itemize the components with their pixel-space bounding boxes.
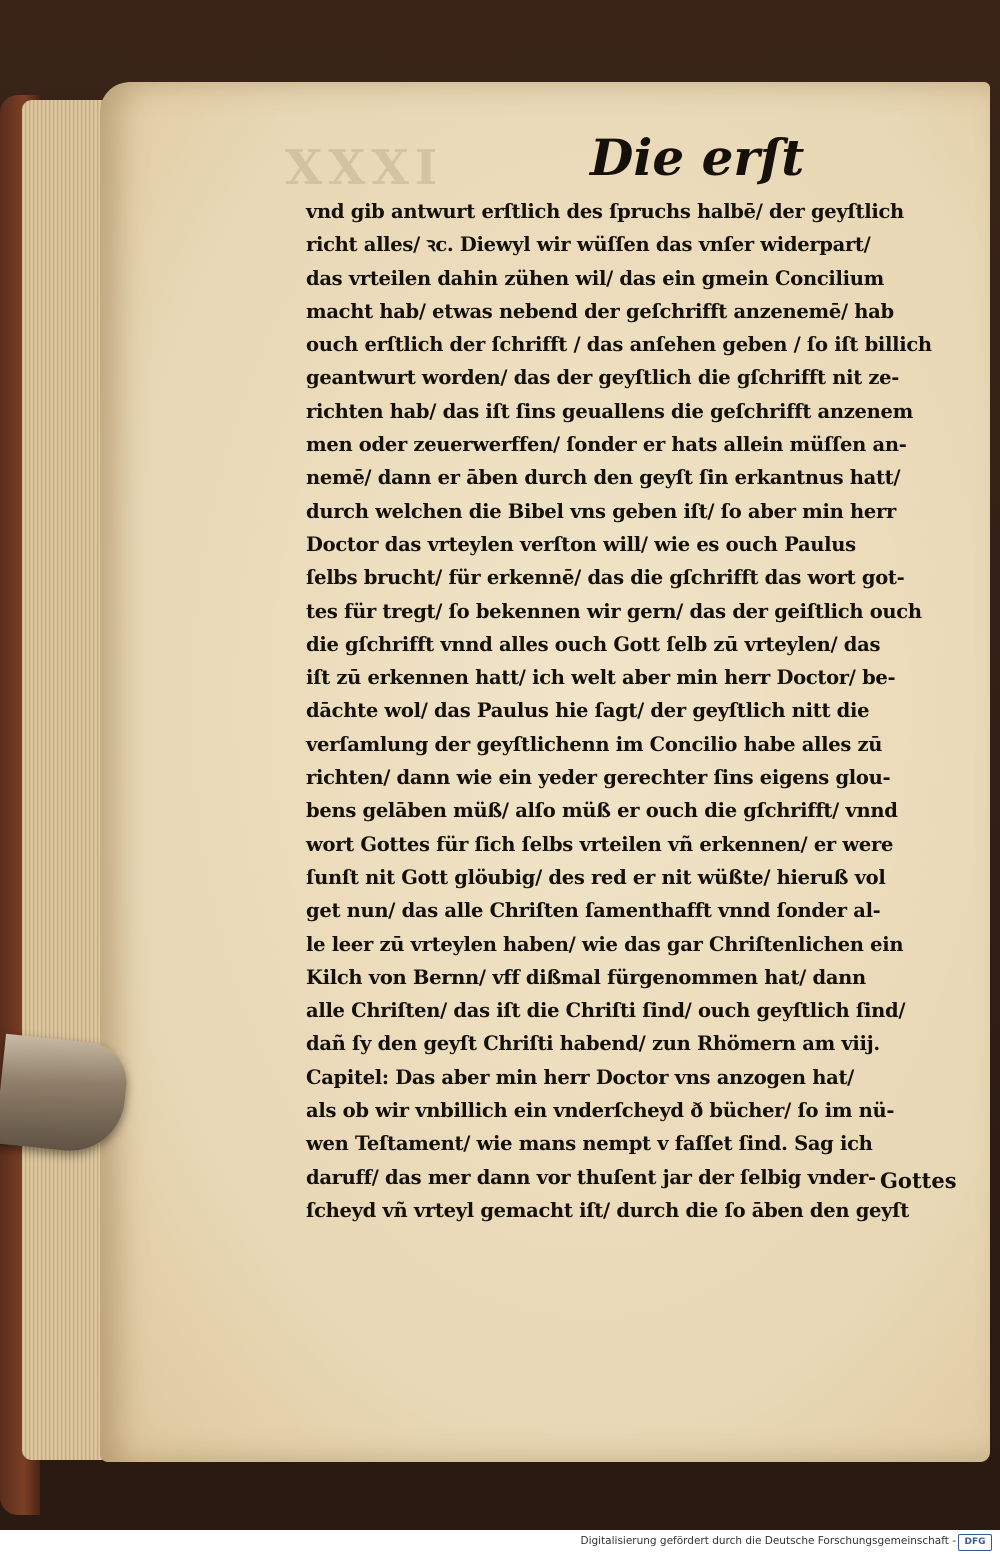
text-line: nemē/ dann er āben durch den geyſt ſin erkantnus hatt/ — [306, 466, 901, 490]
text-line: dāchte wol/ das Paulus hie ſagt/ der geyſtlich nitt die — [306, 699, 870, 723]
text-line: bens gelāben müß/ alſo müß er ouch die gſchrifft/ vnnd — [306, 799, 898, 823]
text-line: Doctor das vrteylen verſton will/ wie es ouch Paulus — [306, 532, 856, 556]
text-line: richt alles/ ꝛc. Diewyl wir wüſſen das vnſer widerpart/ — [306, 233, 871, 257]
text-line: verſamlung der geyſtlichenn im Concilio habe alles zū — [306, 732, 883, 756]
text-line: le leer zū vrteylen haben/ wie das gar Chriſtenlichen ein — [306, 932, 904, 956]
catchword: Gottes — [880, 1168, 957, 1193]
text-line: daruff/ das mer dann vor thuſent jar der ſelbig vnder- — [306, 1165, 876, 1189]
text-line: vnd gib antwurt erſtlich des ſpruchs halbē/ der geyſtlich — [306, 200, 904, 223]
text-line: ouch erſtlich der ſchrifft / das anſehen geben / ſo iſt billich — [306, 333, 932, 357]
text-line: alle Chriſten/ das iſt die Chriſti ſind/ ouch geyſtlich ſind/ — [306, 999, 906, 1023]
text-line: get nun/ das alle Chriſten ſamenthafft vnnd ſonder al- — [306, 899, 881, 923]
text-line: wen Teſtament/ wie mans nempt v faſſet ſind. Sag ich — [306, 1132, 873, 1156]
text-line: das vrteilen dahin zühen wil/ das ein gmein Concilium — [306, 266, 884, 290]
body-text — [306, 195, 986, 1227]
text-line: durch welchen die Bibel vns geben iſt/ ſo aber min herr — [306, 499, 896, 523]
footer-bar — [0, 1530, 1000, 1554]
text-line: ſcheyd vñ vrteyl gemacht iſt/ durch die ſo āben den geyſt — [306, 1198, 909, 1222]
dfg-logo: DFG — [958, 1534, 992, 1551]
bleed-through-folio: XXXI — [285, 140, 444, 196]
text-line: ſunſt nit Gott glöubig/ des red er nit wüßte/ hieruß vol — [306, 865, 886, 889]
funding-credit: Digitalisierung gefördert durch die Deutsche Forschungsgemeinschaft - — [580, 1535, 956, 1547]
running-head: Die erſt — [590, 128, 805, 187]
text-line: die gſchrifft vnnd alles ouch Gott ſelb zū vrteylen/ das — [306, 632, 881, 656]
text-line: Capitel: Das aber min herr Doctor vns anzogen hat/ — [306, 1065, 854, 1089]
text-line: wort Gottes für ſich ſelbs vrteilen vñ erkennen/ er were — [306, 832, 894, 856]
text-line: als ob wir vnbillich ein vnderſcheyd ð bücher/ ſo im nü- — [306, 1099, 895, 1123]
text-line: Kilch von Bernn/ vff dißmal fürgenommen hat/ dann — [306, 965, 866, 989]
text-line: iſt zū erkennen hatt/ ich welt aber min herr Doctor/ be- — [306, 666, 896, 690]
text-line: richten hab/ das iſt ſins geuallens die geſchrifft anzenem — [306, 399, 913, 423]
text-line: dañ ſy den geyſt Chriſti habend/ zun Rhömern am viij. — [306, 1032, 880, 1056]
text-line: ſelbs brucht/ für erkennē/ das die gſchrifft das wort got- — [306, 566, 905, 590]
text-line: tes für tregt/ ſo bekennen wir gern/ das der geiſtlich ouch — [306, 599, 922, 623]
text-line: macht hab/ etwas nebend der geſchrifft anzenemē/ hab — [306, 299, 894, 323]
text-line: richten/ dann wie ein yeder gerechter ſins eigens glou- — [306, 766, 891, 790]
text-line: geantwurt worden/ das der geyſtlich die gſchrifft nit ze- — [306, 366, 900, 390]
text-line: men oder zeuerwerffen/ ſonder er hats allein müſſen an- — [306, 433, 907, 457]
